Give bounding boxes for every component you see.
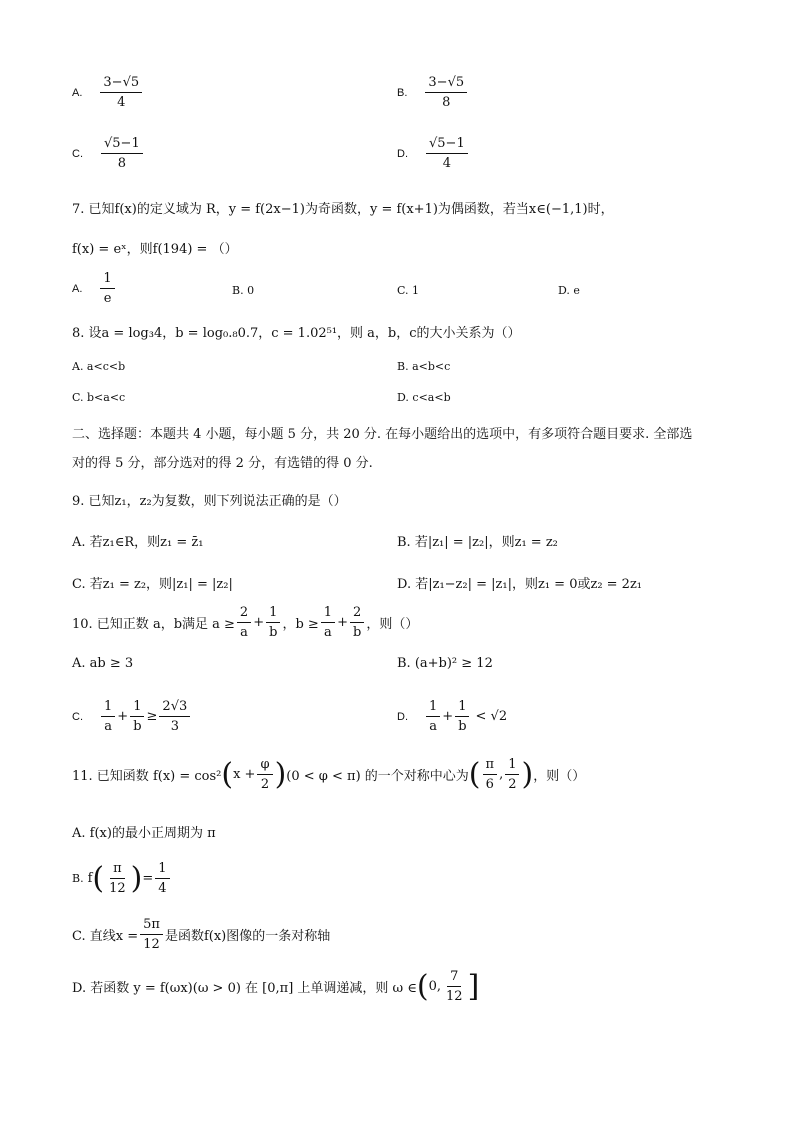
x-plus: x + [233, 767, 256, 782]
denominator: b [458, 719, 467, 734]
q7-stem-line2: f(x) = eˣ，则f(194) = （） [72, 242, 238, 257]
denominator: e [103, 291, 112, 306]
stem-text: 10. 已知正数 a，b满足 a ≥ [72, 617, 235, 632]
fraction [350, 604, 364, 641]
option-label: D. [397, 710, 408, 723]
close-paren: ) [130, 860, 143, 896]
q11-option-d [72, 968, 479, 1005]
q10-option-a: A. ab ≥ 3 [72, 656, 134, 671]
fraction [443, 968, 466, 1005]
fraction [101, 698, 115, 735]
fraction [266, 604, 280, 641]
q6-option-a [72, 74, 144, 111]
open-paren: ( [221, 756, 234, 792]
denominator: 12 [446, 989, 463, 1004]
stem-text: 是函数f(x)图像的一条对称轴 [164, 929, 331, 944]
stem-text: f [87, 871, 93, 886]
q9-option-b: B. 若|z₁| = |z₂|，则z₁ = z₂ [397, 535, 558, 550]
q11-option-a: A. f(x)的最小正周期为 π [72, 826, 216, 841]
q10-stem: 10. 已知正数 a，b满足 a ≥ $\frac{2}{a}$ + $\frac{1}{b}$ ，b ≥ $\frac{1}{a}$ + $\frac{2}{b}$ ，则（） [72, 605, 419, 640]
numerator: 1 [100, 270, 114, 289]
q8-option-b: B. a<b<c [397, 360, 451, 373]
open-paren: ( [92, 860, 105, 896]
fraction [106, 860, 129, 897]
numerator: 1 [130, 698, 144, 717]
q7-option-d: D. e [558, 284, 580, 297]
numerator: 1 [505, 756, 519, 775]
close-paren: ) [521, 756, 534, 792]
fraction [425, 74, 467, 111]
denominator: 4 [442, 156, 451, 171]
denominator: 12 [143, 937, 160, 952]
close-paren: ) [274, 756, 287, 792]
option-label: A. [72, 86, 83, 99]
denominator: a [429, 719, 438, 734]
q11-option-c [72, 916, 330, 953]
q8-option-a: A. a<c<b [72, 360, 126, 373]
numerator: 3−√5 [425, 74, 467, 93]
fraction [257, 756, 272, 793]
q10-option-d: D. $\frac{1}{a}$ + $\frac{1}{b}$ < √2 [397, 699, 508, 734]
fraction [426, 135, 468, 172]
denominator: b [133, 719, 142, 734]
denominator: a [240, 625, 248, 640]
q7-option-b: B. 0 [232, 284, 255, 297]
option-label: B. [397, 86, 408, 99]
numerator: 1 [426, 698, 440, 717]
numerator: √5−1 [101, 135, 143, 154]
numerator: 1 [101, 698, 115, 717]
stem-text: ，则（） [366, 617, 419, 632]
section-heading-line1: 二、选择题：本题共 4 小题，每小题 5 分，共 20 分. 在每小题给出的选项中，有多项符合题目要求. 全部选 [72, 427, 693, 442]
q10-option-c: C. $\frac{1}{a}$ + $\frac{1}{b}$ ≥ $\frac{2√3}{3}$ [72, 698, 192, 735]
stem-text: 11. 已知函数 f(x) = cos² [72, 769, 222, 784]
numerator: √5−1 [426, 135, 468, 154]
denominator: 4 [117, 95, 126, 110]
numerator: 1 [155, 860, 169, 879]
fraction [321, 604, 335, 641]
numerator: 1 [455, 698, 469, 717]
q8-option-c: C. b<a<c [72, 391, 126, 404]
stem-text: 0, [428, 979, 442, 994]
section-heading-line2: 对的得 5 分，部分选对的得 2 分，有选错的得 0 分. [72, 456, 373, 471]
denominator: b [352, 625, 362, 640]
numerator: π [483, 756, 498, 775]
option-label: D. [397, 147, 408, 160]
fraction [101, 135, 143, 172]
fraction [159, 698, 190, 735]
fraction [483, 756, 498, 793]
numerator: 7 [447, 968, 461, 987]
denominator: 2 [260, 777, 270, 792]
stem-text: ，则（） [533, 769, 586, 784]
denominator: a [324, 625, 332, 640]
numerator: π [110, 860, 125, 879]
numerator: 3−√5 [100, 74, 142, 93]
q11-option-b [72, 860, 172, 897]
stem-text: C. 直线x = [72, 929, 139, 944]
q6-option-b [397, 74, 469, 111]
fraction [100, 270, 114, 307]
stem-text: ，b ≥ [282, 617, 319, 632]
q6-option-c [72, 135, 145, 172]
stem-text: D. 若函数 y = f(ωx)(ω > 0) 在 [0,π] 上单调递减，则 ω ∈ [72, 981, 417, 996]
q7-stem-line1: 7. 已知f(x)的定义域为 R，y = f(2x−1)为奇函数，y = f(x+1)为偶函数，若当x∈(−1,1)时， [72, 202, 614, 217]
stem-text: (0 < φ < π) 的一个对称中心为 [286, 769, 469, 784]
close-bracket: ] [467, 968, 480, 1004]
q9-option-d: D. 若|z₁−z₂| = |z₁|，则z₁ = 0或z₂ = 2z₁ [397, 577, 643, 592]
q7-option-c: C. 1 [397, 284, 420, 297]
equals: = [142, 871, 154, 886]
q10-option-b: B. (a+b)² ≥ 12 [397, 656, 493, 671]
fraction [130, 698, 144, 735]
q7-option-a [72, 270, 117, 307]
q8-stem: 8. 设a = log₃4，b = log₀.₈0.7，c = 1.02⁵¹，则 a，b，c的大小关系为（） [72, 326, 521, 341]
numerator: 1 [321, 604, 335, 623]
fraction [455, 698, 469, 735]
denominator: 6 [485, 777, 494, 792]
denominator: 4 [158, 881, 167, 896]
q8-option-d: D. c<a<b [397, 391, 451, 404]
fraction [100, 74, 142, 111]
q9-option-c: C. 若z₁ = z₂，则|z₁| = |z₂| [72, 577, 233, 592]
denominator: 8 [442, 95, 451, 110]
denominator: a [104, 719, 113, 734]
numerator: φ [257, 756, 272, 775]
stem-text: < √2 [475, 709, 508, 724]
open-paren: ( [468, 756, 481, 792]
denominator: 8 [117, 156, 126, 171]
open-paren: ( [416, 968, 429, 1004]
fraction [505, 756, 519, 793]
denominator: b [269, 625, 278, 640]
q9-option-a: A. 若z₁∈R，则z₁ = z̄₁ [72, 535, 204, 550]
option-label: B. [72, 872, 84, 885]
numerator: 2√3 [159, 698, 190, 717]
denominator: 12 [109, 881, 126, 896]
numerator: 2 [350, 604, 364, 623]
denominator: 2 [508, 777, 517, 792]
fraction [426, 698, 440, 735]
denominator: 3 [170, 719, 179, 734]
option-label: C. [72, 147, 83, 160]
option-label: A. [72, 282, 83, 295]
fraction [140, 916, 163, 953]
numerator: 2 [237, 604, 251, 623]
q9-stem: 9. 已知z₁，z₂为复数，则下列说法正确的是（） [72, 494, 347, 509]
q11-stem: 11. 已知函数 f(x) = cos² ( x + $\frac{\varphi}{2}$ ) (0 < φ < π) 的一个对称中心为 ( $\frac{\pi}{6}$ , $\frac{1}{2}$ ) ，则（） [72, 756, 586, 792]
option-label: C. [72, 710, 83, 723]
numerator: 5π [140, 916, 163, 935]
fraction [237, 604, 251, 641]
numerator: 1 [266, 604, 280, 623]
fraction [155, 860, 169, 897]
q6-option-d [397, 135, 470, 172]
